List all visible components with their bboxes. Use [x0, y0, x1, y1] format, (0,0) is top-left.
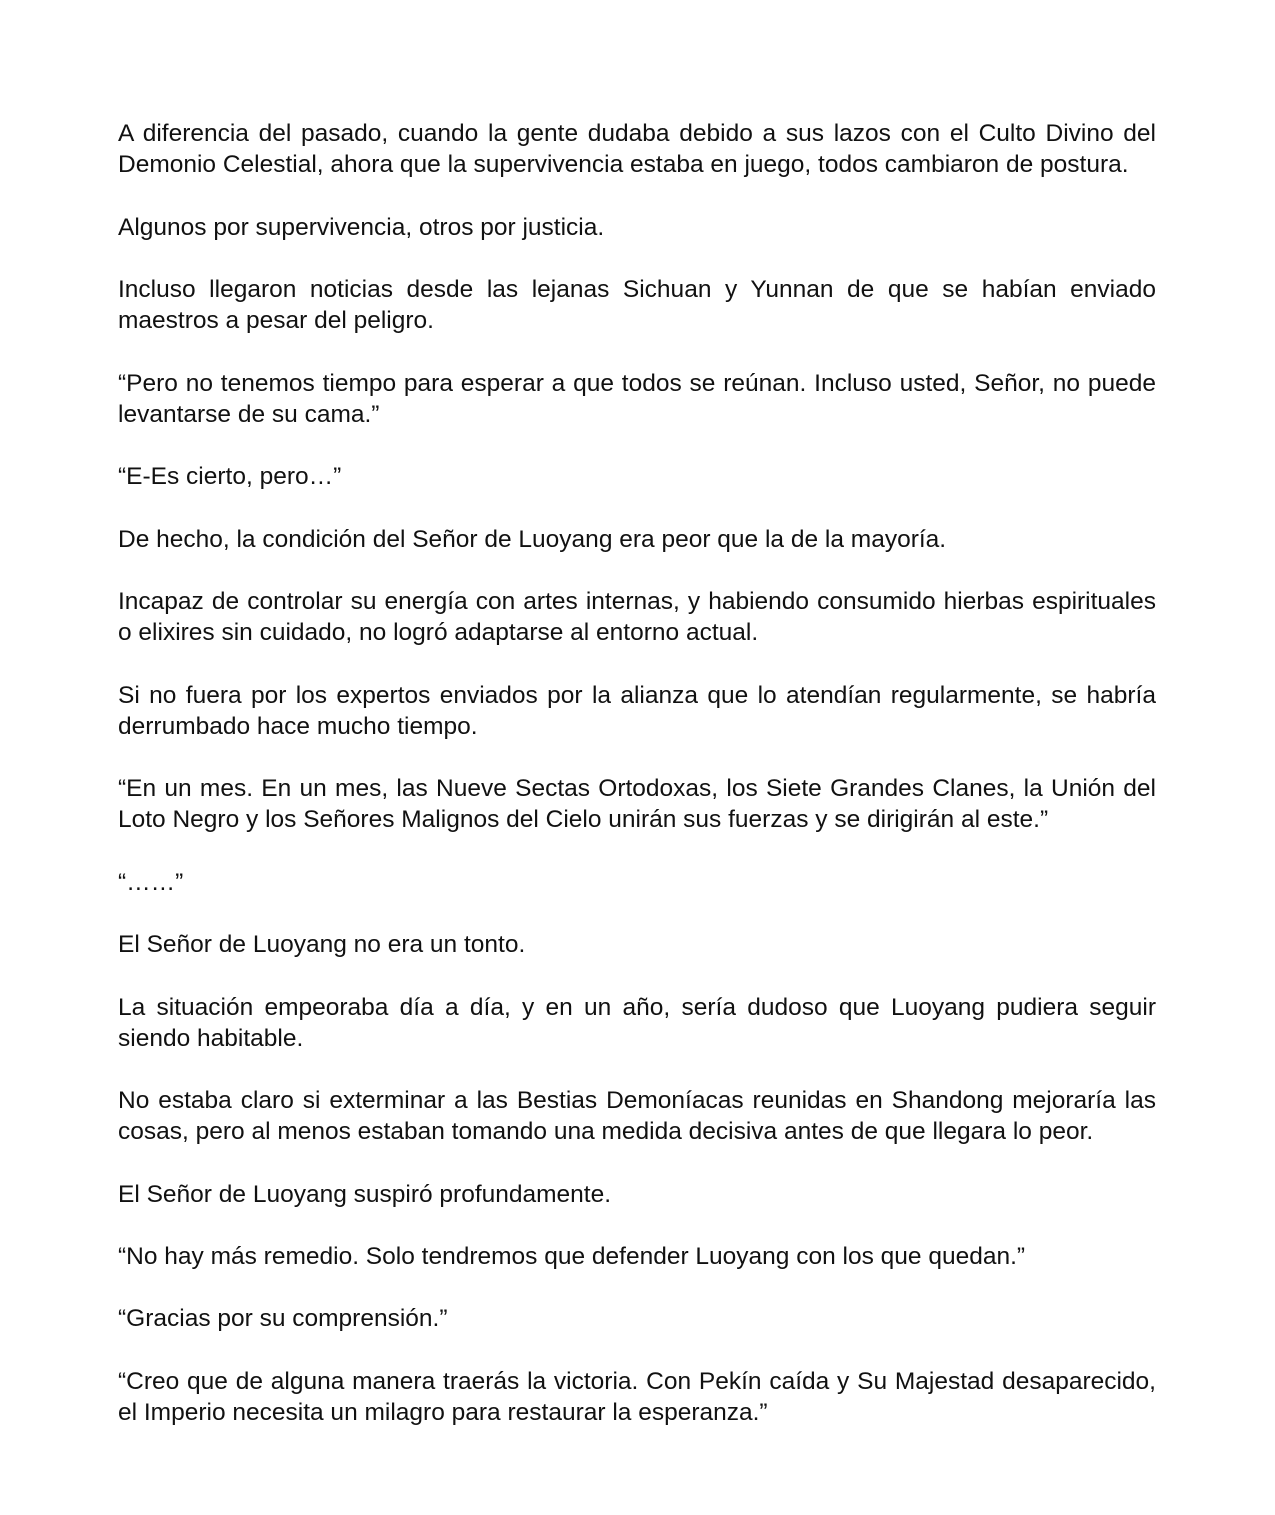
paragraph: “……” — [118, 868, 184, 896]
paragraph: “No hay más remedio. Solo tendremos que defender Luoyang con los que quedan.” — [118, 1243, 1026, 1271]
paragraph: A diferencia del pasado, cuando la gente dudaba debido a sus lazos con el Culto Divino del Demonio Celestial, ahora que la supervivencia estaba en juego, todos cambiaron de postura. — [118, 120, 1156, 179]
paragraph: No estaba claro si exterminar a las Bestias Demoníacas reunidas en Shandong mejoraría las cosas, pero al menos estaban tomando una medida decisiva antes de que llegara lo peor. — [118, 1087, 1156, 1146]
paragraph: La situación empeoraba día a día, y en un año, sería dudoso que Luoyang pudiera seguir siendo habitable. — [118, 993, 1156, 1052]
paragraph: “Gracias por su comprensión.” — [118, 1305, 448, 1333]
paragraph: “En un mes. En un mes, las Nueve Sectas Ortodoxas, los Siete Grandes Clanes, la Unión del Loto Negro y los Señores Malignos del Cielo unirán sus fuerzas y se dirigirán al este.” — [118, 775, 1156, 834]
paragraph: De hecho, la condición del Señor de Luoyang era peor que la de la mayoría. — [118, 525, 947, 553]
paragraph: “Pero no tenemos tiempo para esperar a que todos se reúnan. Incluso usted, Señor, no puede levantarse de su cama.” — [118, 369, 1156, 428]
paragraph: Incapaz de controlar su energía con artes internas, y habiendo consumido hierbas espirituales o elixires sin cuidado, no logró adaptarse al entorno actual. — [118, 587, 1156, 647]
paragraph: “E-Es cierto, pero…” — [118, 463, 342, 491]
paragraph: Algunos por supervivencia, otros por justicia. — [118, 213, 605, 241]
paragraph: Incluso llegaron noticias desde las lejanas Sichuan y Yunnan de que se habían enviado maestros a pesar del peligro. — [118, 275, 1156, 335]
document-page — [118, 118, 1156, 1459]
paragraph: Si no fuera por los expertos enviados por la alianza que lo atendían regularmente, se habría derrumbado hace mucho tiempo. — [118, 681, 1156, 740]
paragraph: El Señor de Luoyang suspiró profundamente. — [118, 1180, 612, 1208]
paragraph: “Creo que de alguna manera traerás la victoria. Con Pekín caída y Su Majestad desaparecido, el Imperio necesita un milagro para restaurar la esperanza.” — [118, 1367, 1156, 1427]
paragraph: El Señor de Luoyang no era un tonto. — [118, 931, 526, 959]
